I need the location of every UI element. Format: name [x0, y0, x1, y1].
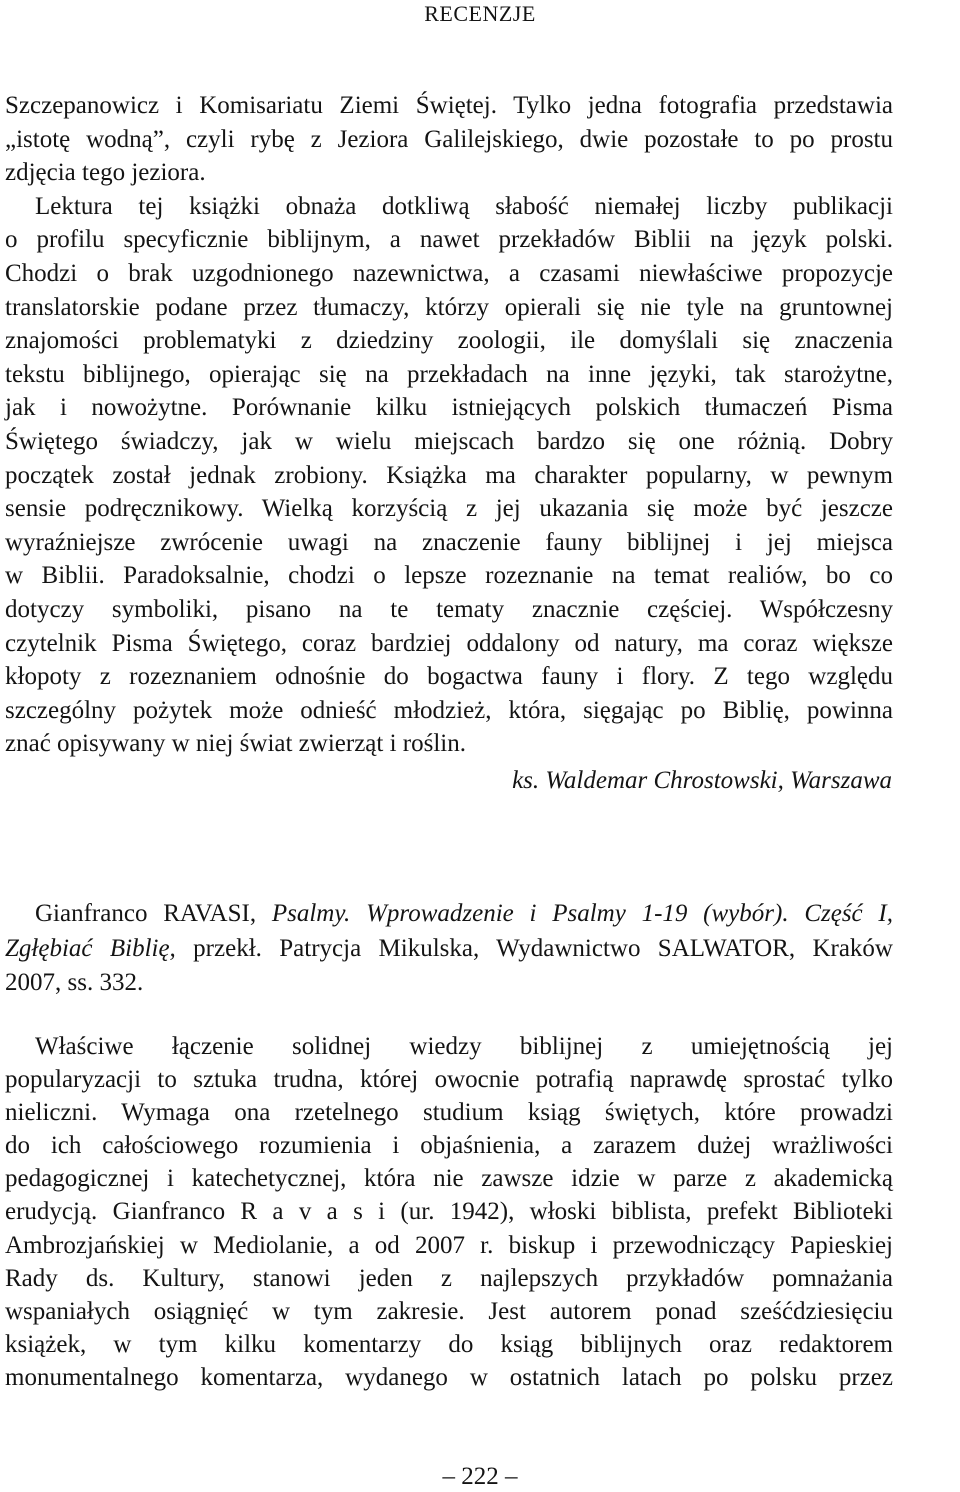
text-line: sensie podręcznikowy. Wielką korzyścią z jej ukazania się może być jeszcze — [5, 495, 893, 523]
text-line: kłopoty z rozeznaniem odnośnie do bogactwa fauny i flory. Z tego względu — [5, 663, 893, 691]
text-line: początek został jednak zrobiony. Książka ma charakter popularny, w pewnym — [5, 461, 893, 489]
running-header: RECENZJE — [424, 1, 536, 26]
citation-title: Psalmy. Wprowadzenie i Psalmy 1-19 (wybór). Część I, — [271, 900, 893, 927]
text-line: czytelnik Pisma Świętego, coraz bardziej oddalony od natury, ma coraz większe — [5, 629, 893, 657]
text-line: Szczepanowicz i Komisariatu Ziemi Świętej. Tylko jedna fotografia przedstawia — [5, 92, 893, 119]
text-line: w Biblii. Paradoksalnie, chodzi o lepsze rozeznanie na temat realiów, bo co — [5, 562, 893, 590]
book-citation — [5, 897, 893, 1001]
text-line: Świętego świadczy, jak w wielu miejscach bardzo się one różnią. Dobry — [5, 427, 893, 455]
text-line: jak i nowożytne. Porównanie kilku istniejących polskich tłumaczeń Pisma — [5, 394, 893, 422]
review-text-continued — [5, 89, 893, 761]
text-line: translatorskie podane przez tłumaczy, którzy opierali się nie tyle na gruntownej — [5, 293, 893, 321]
text-line: tekstu biblijnego, opierając się na przekładach na inne języki, tak starożytne, — [5, 360, 893, 388]
text-line: szczególny pożytek może odnieść młodzież, która, sięgając po Biblię, powinna — [5, 696, 893, 724]
text-line: „istotę wodną”, czyli rybę z Jeziora Galilejskiego, dwie pozostałe to po prostu — [5, 125, 893, 153]
text-line: Lektura tej książki obnaża dotkliwą słabość niemałej liczby publikacji — [35, 192, 893, 220]
citation-series: Zgłębiać Biblię, — [5, 934, 176, 962]
reviewer-signature: ks. Waldemar Chrostowski, Warszawa — [512, 767, 892, 794]
text-line: pedagogicznej i katechetycznej, która nie zawsze idzie w parze z akademicką — [5, 1165, 893, 1193]
text-line: erudycją. Gianfranco R a v a s i (ur. 1942), włoski biblista, prefekt Biblioteki — [5, 1198, 893, 1226]
text-line: nieliczni. Wymaga ona rzetelnego studium ksiąg świętych, które prowadzi — [5, 1099, 893, 1127]
text-line: monumentalnego komentarza, wydanego w ostatnich latach po polsku przez — [5, 1363, 893, 1391]
text-line: o profilu specyficznie biblijnym, a nawet przekładów Biblii na język polski. — [5, 226, 893, 254]
citation-line — [5, 897, 893, 932]
text-line: do ich całościowego rozumienia i objaśnienia, a zarazem dużej wrażliwości — [5, 1132, 893, 1160]
text-line: znać opisywany w niej świat zwierząt i roślin. — [5, 730, 466, 758]
review-text — [5, 1030, 893, 1394]
citation-publisher: przekł. Patrycja Mikulska, Wydawnictwo SALWATOR, Kraków — [175, 934, 893, 962]
text-line: Rady ds. Kultury, stanowi jeden z najlepszych przykładów pomnażania — [5, 1264, 893, 1292]
text-line: dotyczy symboliki, pisano na te tematy znacznie częściej. Współczesny — [5, 595, 893, 623]
citation-line: 2007, ss. 332. — [5, 969, 144, 996]
text-line: Chodzi o brak uzgodnionego nazewnictwa, a czasami niewłaściwe propozycje — [5, 259, 893, 287]
text-line: książek, w tym kilku komentarzy do ksiąg biblijnych oraz redaktorem — [5, 1330, 893, 1358]
text-line: Ambrozjańskiej w Mediolanie, a od 2007 r. biskup i przewodniczący Papieskiej — [5, 1231, 893, 1259]
text-line: Właściwe łączenie solidnej wiedzy biblijnej z umiejętnością jej — [35, 1033, 893, 1060]
text-line: znajomości problematyki z dziedziny zoologii, ile domyślali się znaczenia — [5, 327, 893, 355]
text-line: wspaniałych osiągnięć w tym zakresie. Jest autorem ponad sześćdziesięciu — [5, 1297, 893, 1325]
text-line: wyraźniejsze zwrócenie uwagi na znaczenie fauny biblijnej i jej miejsca — [5, 528, 893, 556]
citation-line — [5, 932, 893, 967]
page-number: – 222 – — [442, 1463, 518, 1490]
citation-author: Gianfranco RAVASI, — [35, 900, 272, 927]
text-line: popularyzacji to sztuka trudna, której owocnie potrafią naprawdę sprostać tylko — [5, 1066, 893, 1094]
text-line: zdjęcia tego jeziora. — [5, 159, 206, 187]
